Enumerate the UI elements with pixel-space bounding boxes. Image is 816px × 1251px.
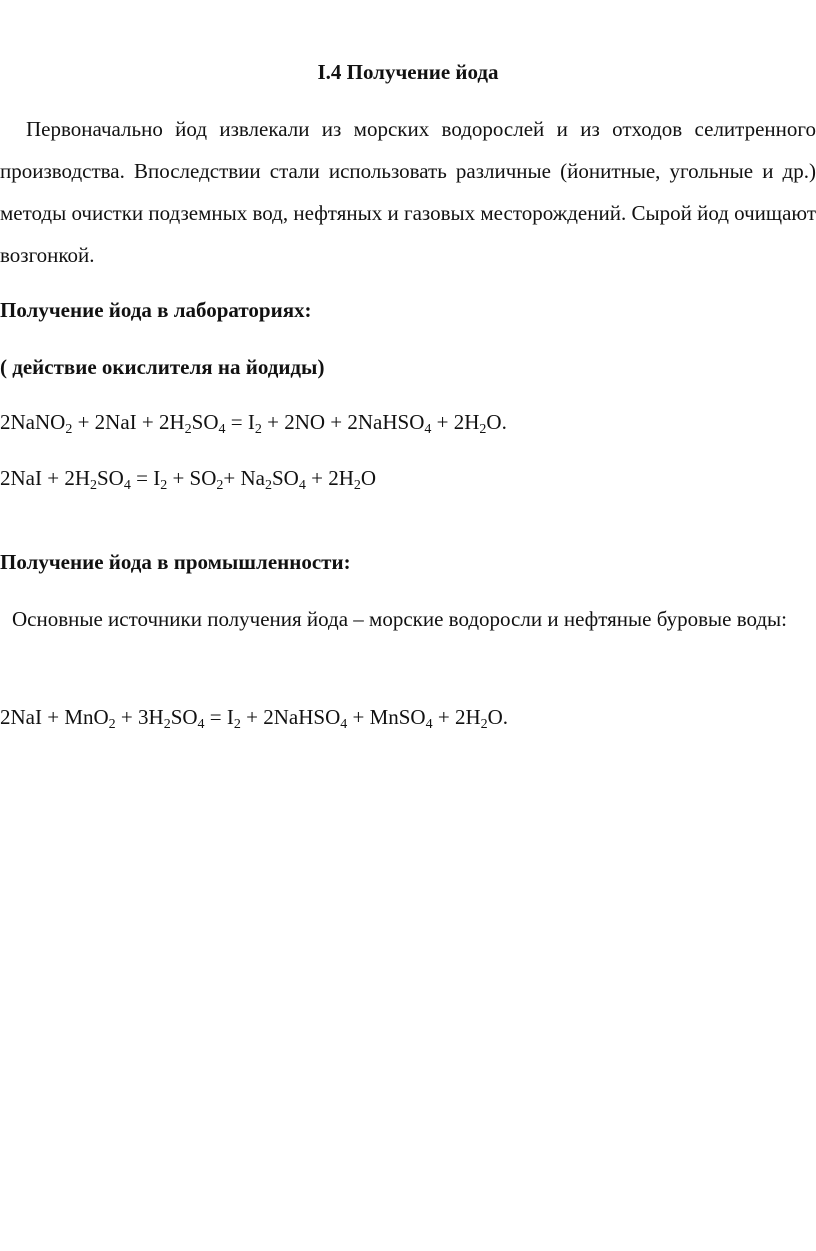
formula-text: + 2H [432, 705, 481, 729]
intro-paragraph-text: Первоначально йод извлекали из морских водорослей и из отходов селитренного производства. Впоследствии стали использовать различные (йонитные, угольные и др.) методы очистки подземных вод, нефтяных и газовых месторождений. Сырой йод очищают возгонкой. [0, 117, 816, 267]
formula-subscript: 2 [254, 422, 262, 437]
equation-lab-2 [0, 464, 376, 492]
formula-subscript: 2 [353, 478, 361, 493]
formula-subscript: 2 [160, 478, 168, 493]
formula-text: + SO [167, 466, 217, 490]
formula-subscript: 2 [216, 478, 224, 493]
formula-text: = I [225, 410, 255, 434]
formula-text: + Na [223, 466, 265, 490]
formula-subscript: 2 [184, 422, 192, 437]
formula-text: + MnSO [347, 705, 426, 729]
formula-text: + 2NO + 2NaHSO [261, 410, 425, 434]
equation-lab-1 [0, 408, 507, 436]
industry-heading: Получение йода в промышленности: [0, 550, 351, 574]
formula-text: + 2NaI + 2H [72, 410, 185, 434]
formula-text: + 2NaHSO [240, 705, 341, 729]
formula-text: SO [170, 705, 198, 729]
formula-subscript: 2 [90, 478, 97, 493]
formula-subscript: 2 [233, 717, 241, 732]
formula-text: 2NaI + 2H [0, 466, 90, 490]
formula-text: 2NaNO [0, 410, 66, 434]
formula-subscript: 2 [479, 422, 487, 437]
industry-paragraph [0, 598, 816, 640]
formula-subscript: 2 [108, 717, 116, 732]
formula-subscript: 2 [265, 478, 272, 493]
intro-paragraph [0, 108, 816, 276]
section-title: I.4 Получение йода [317, 60, 499, 84]
formula-text: = I [204, 705, 234, 729]
formula-subscript: 4 [218, 422, 226, 437]
formula-subscript: 4 [340, 717, 348, 732]
formula-text: = I [130, 466, 161, 490]
formula-text: + 3H [115, 705, 164, 729]
formula-subscript: 4 [424, 422, 432, 437]
formula-text: O [360, 466, 377, 490]
formula-text: + 2H [305, 466, 354, 490]
formula-text: O. [487, 705, 509, 729]
industry-paragraph-text: Основные источники получения йода – морские водоросли и нефтяные буровые воды: [12, 607, 788, 631]
formula-subscript: 4 [123, 478, 131, 493]
formula-subscript: 2 [480, 717, 488, 732]
formula-text: SO [272, 466, 299, 490]
formula-subscript: 4 [298, 478, 306, 493]
formula-text: SO [97, 466, 124, 490]
lab-heading: Получение йода в лабораториях: [0, 298, 312, 322]
lab-subheading: ( действие окислителя на йодиды) [0, 355, 325, 379]
formula-subscript: 4 [425, 717, 433, 732]
formula-subscript: 2 [163, 717, 171, 732]
formula-text: O. [486, 410, 507, 434]
formula-subscript: 4 [197, 717, 205, 732]
formula-text: 2NaI + MnO [0, 705, 109, 729]
formula-text: SO [191, 410, 219, 434]
formula-subscript: 2 [65, 422, 73, 437]
equation-industry-1 [0, 703, 508, 731]
formula-text: + 2H [431, 410, 480, 434]
